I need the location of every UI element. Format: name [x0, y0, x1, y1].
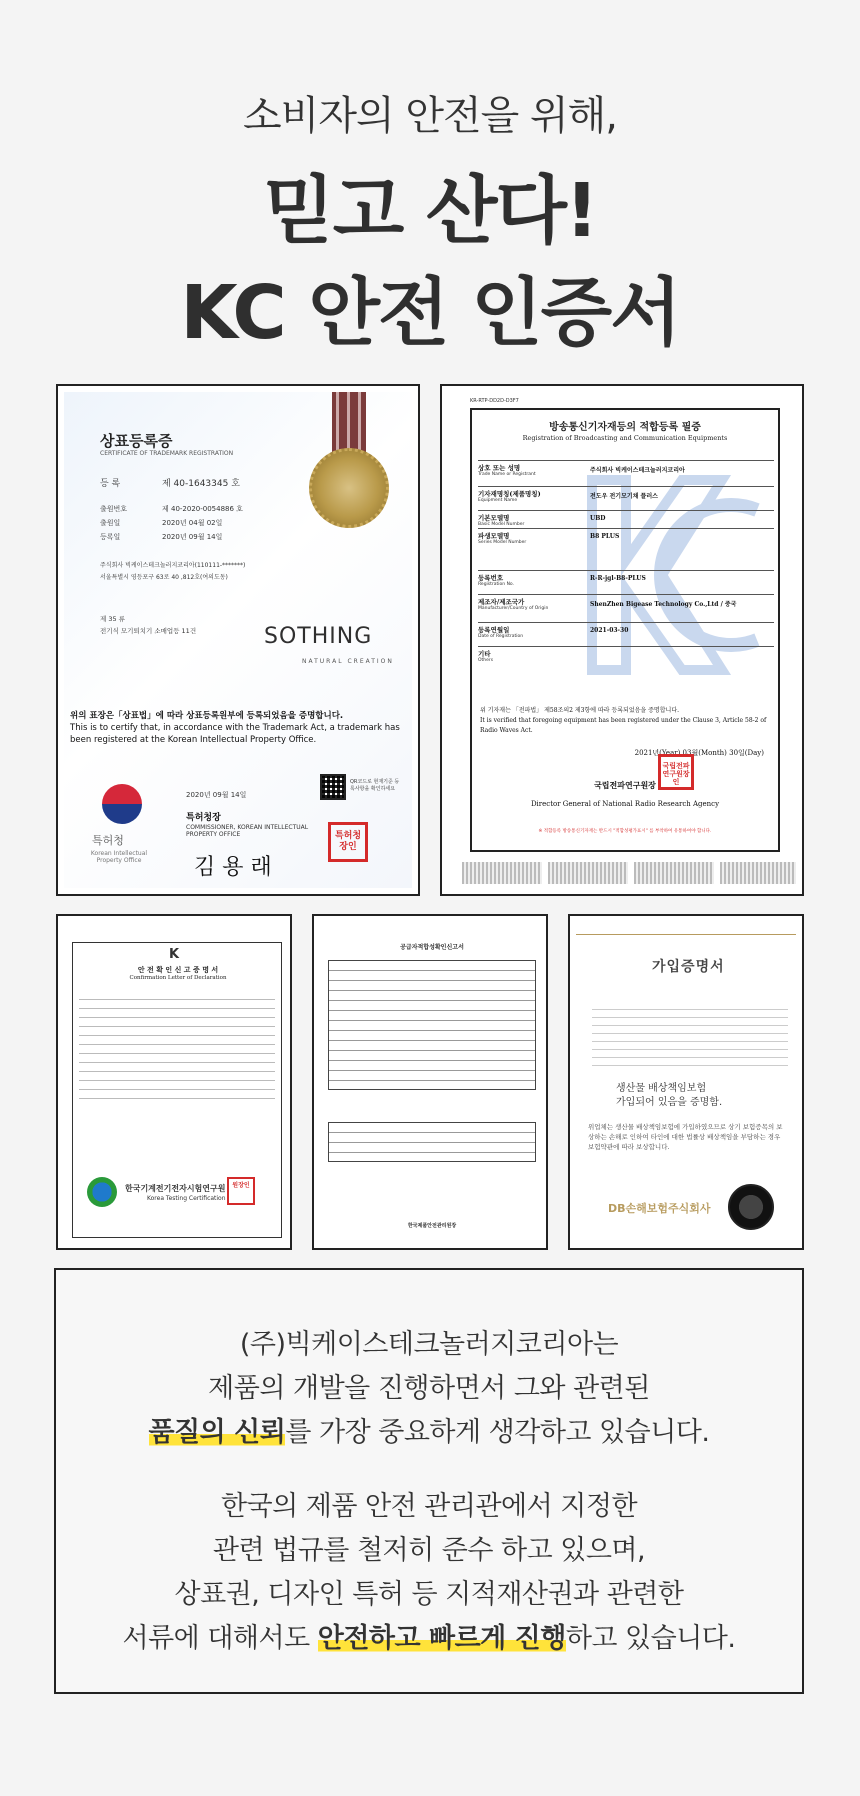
- label-strip: [462, 862, 796, 884]
- reg-label: 등 록: [100, 479, 121, 489]
- certificate-title-en: Confirmation Letter of Declaration: [129, 975, 227, 981]
- supplier-conformity-declaration: [312, 914, 548, 1250]
- row-label-en: Equipment Name: [478, 498, 518, 503]
- certify-text: 가입되어 있음을 증명함.: [616, 1097, 723, 1108]
- label-sample: [720, 862, 796, 884]
- row-value: 전도우 전기모기채 플러스: [590, 493, 658, 500]
- registration-row: [478, 486, 774, 510]
- registration-row: [478, 510, 774, 528]
- row-label: 파생모델명: [478, 532, 510, 540]
- document-title: 공급자적합성확인신고서: [400, 944, 464, 951]
- registration-row: [478, 646, 774, 662]
- certificate-title: 방송통신기자재등의 적합등록 필증: [549, 422, 701, 433]
- goods: 전기식 모기퇴치기 소매업등 11건: [100, 627, 197, 635]
- info-line-5: 관련 법규를 철저히 준수 하고 있으며,: [212, 1535, 646, 1566]
- row-value: UBD: [590, 515, 606, 522]
- issuer-name-en: Korea Testing Certification: [147, 1195, 226, 1202]
- row-label: 제조자/제조국가: [478, 598, 525, 606]
- highlight-quality-trust: 품질의 신뢰: [148, 1417, 286, 1448]
- director-en: Director General of National Radio Research Agency: [530, 800, 720, 808]
- brand-sub: NATURAL CREATION: [302, 658, 394, 665]
- safety-confirmation-letter: [56, 914, 292, 1250]
- broadcast-registration-certificate: [440, 384, 804, 896]
- row-label-en: Others: [478, 658, 494, 663]
- statement-ko: 위 기자재는 「전파법」 제58조의2 제3항에 따라 등록되었음을 증명합니다.: [480, 707, 680, 714]
- company-seal-icon: [728, 1184, 774, 1230]
- certificate-title-en: Registration of Broadcasting and Communication Equipments: [522, 434, 728, 442]
- red-stamp-icon: 국립전파연구원장인: [658, 754, 694, 790]
- registration-row: [478, 460, 774, 486]
- row-label-en: Registration No.: [478, 582, 515, 587]
- doc-code: KR-RTP-DD2D-D3F7: [470, 398, 519, 404]
- insurer-name: DB손해보험주식회사: [608, 1202, 711, 1215]
- info-line-4: 한국의 제품 안전 관리관에서 지정한: [220, 1491, 638, 1522]
- ktc-logo-icon: [87, 1177, 117, 1207]
- signature: 김 용 래: [194, 855, 272, 880]
- app-label: 출원번호: [100, 505, 128, 513]
- row-label-en: Trade Name or Registrant: [478, 472, 536, 477]
- certificate-statement: [70, 710, 412, 746]
- goods-class: 제 35 류: [100, 615, 125, 623]
- info-line-7-pre: 서류에 대해서도: [122, 1623, 318, 1654]
- insurance-body: 위업체는 생산물 배상책임보험에 가입하였으므로 상기 보험증목의 보상하는 손해로 인하여 타인에 대한 법률상 배상책임을 부담하는 경우 보험약관에 따라 보상합니다.: [588, 1123, 783, 1151]
- owner: 주식회사 빅케이스테크놀러지코리아(110111-*******): [100, 562, 246, 569]
- red-stamp-icon: 특허청장인: [328, 822, 368, 862]
- commissioner: COMMISSIONER, KOREAN INTELLECTUAL PROPERTY OFFICE: [186, 824, 309, 838]
- issuer-name: 한국제품안전관리원장: [407, 1223, 457, 1229]
- statement-en: This is to certify that, in accordance with the Trademark Act, a trademark has been registered at the Korean Intellectual Property Office.: [70, 723, 400, 745]
- registration-row: [478, 594, 774, 622]
- row-value: ShenZhen Bigease Technology Co.,Ltd / 중국: [590, 601, 737, 608]
- qr-code-icon: [320, 774, 346, 800]
- row-label: 등록연월일: [478, 626, 510, 634]
- row-label: 등록번호: [478, 574, 504, 582]
- kipo-logo-sub: Korean Intellectual Property Office: [90, 850, 148, 864]
- details-table: [79, 991, 275, 1101]
- certificate-title: 상표등록증: [100, 432, 173, 450]
- issue-date: 2020년 09월 14일: [186, 791, 247, 799]
- statement-en: It is verified that foregoing equipment has been registered under the Clause 3, Article 58-2 of Radio Waves Act.: [480, 717, 767, 734]
- info-line-7: [56, 1616, 802, 1655]
- info-box: [54, 1268, 804, 1694]
- filed-label: 출원일: [100, 519, 121, 527]
- kipo-logo-text: 특허청: [92, 834, 124, 847]
- certificate-statement: [480, 706, 772, 736]
- kc-mark-icon: K: [169, 947, 180, 962]
- trademark-certificate: [56, 384, 420, 896]
- info-line-3: [56, 1410, 802, 1449]
- kipo-logo-icon: [102, 784, 142, 824]
- info-line-1: (주)빅케이스테크놀러지코리아는: [239, 1329, 619, 1360]
- title-line-1: 믿고 산다!: [263, 168, 597, 254]
- label-sample: [462, 862, 542, 884]
- registration-row: [478, 622, 774, 646]
- registration-row: [478, 570, 774, 594]
- filed-value: 2020년 04월 02일: [162, 519, 223, 527]
- insurance-name: 생산물 배상책임보험: [616, 1083, 707, 1094]
- gold-seal-icon: [309, 448, 389, 528]
- director: 국립전파연구원장: [594, 781, 656, 790]
- details-table: [328, 960, 536, 1090]
- red-stamp-icon: 원장인: [227, 1177, 255, 1205]
- row-label-en: Series Model Number: [478, 540, 527, 545]
- processing-table: [328, 1122, 536, 1162]
- office-name: 특허청장: [186, 813, 221, 823]
- regdate-value: 2020년 09월 14일: [162, 533, 223, 541]
- app-value: 제 40-2020-0054886 호: [162, 505, 243, 513]
- brand-logo: SOTHING: [264, 624, 373, 649]
- regdate-label: 등록일: [100, 533, 121, 541]
- row-label: 기본모델명: [478, 514, 510, 522]
- registration-row: [478, 528, 774, 570]
- info-line-7-post: 하고 있습니다.: [565, 1623, 736, 1654]
- statement-ko: 위의 표장은「상표법」에 따라 상표등록원부에 등록되었음을 증명합니다.: [70, 711, 344, 721]
- info-line-2: 제품의 개발을 진행하면서 그와 관련된: [208, 1373, 650, 1404]
- row-label: 기자재명칭(제품명칭): [478, 490, 541, 498]
- row-label-en: Date of Registration: [478, 634, 524, 639]
- highlight-safe-fast: 안전하고 빠르게 진행: [317, 1623, 566, 1654]
- certificate-title: 안 전 확 인 신 고 증 명 서: [137, 965, 219, 974]
- label-sample: [634, 862, 714, 884]
- certificate-title: 가입증명서: [652, 959, 725, 975]
- reg-value: 제 40-1643345 호: [162, 479, 240, 489]
- row-value: 주식회사 빅케이스테크놀러지코리아: [590, 467, 685, 474]
- row-label: 기타: [478, 650, 491, 658]
- certificate-frame: [470, 408, 780, 852]
- row-value: 2021-03-30: [590, 627, 629, 634]
- issuer-name: 한국기계전기전자시험연구원: [125, 1184, 226, 1193]
- row-label-en: Basic Model Number: [478, 522, 525, 527]
- row-label-en: Manufacturer/Country of Origin: [478, 606, 549, 611]
- qr-text: QR코드로 현재기준 등록사항을 확인하세요: [350, 779, 400, 792]
- address: 서울특별시 영등포구 63로 40 ,812호(여의도동): [100, 574, 228, 581]
- notice: ※ 적합등록 방송통신기자재는 반드시 "적합성평가표시" 를 부착하여 유통하여야 합니다.: [538, 829, 712, 834]
- info-line-3-rest: 를 가장 중요하게 생각하고 있습니다.: [285, 1417, 710, 1448]
- info-line-6: 상표권, 디자인 특허 등 지적재산권과 관련한: [174, 1579, 684, 1610]
- row-label: 상호 또는 성명: [478, 464, 521, 472]
- row-value: B8 PLUS: [590, 533, 620, 540]
- certificate-title-en: CERTIFICATE OF TRADEMARK REGISTRATION: [100, 450, 234, 457]
- certificate-frame: [72, 942, 282, 1238]
- label-sample: [548, 862, 628, 884]
- subtitle: 소비자의 안전을 위해,: [243, 93, 617, 139]
- insurance-statement: [616, 1082, 722, 1110]
- issue-date: 2021년(Year) 03월(Month) 30일(Day): [634, 749, 764, 757]
- insurance-certificate: [568, 914, 804, 1250]
- title-line-2: KC 안전 인증서: [180, 270, 680, 356]
- row-value: R-R-jgl-B8-PLUS: [590, 575, 646, 582]
- details-table: [592, 1002, 788, 1066]
